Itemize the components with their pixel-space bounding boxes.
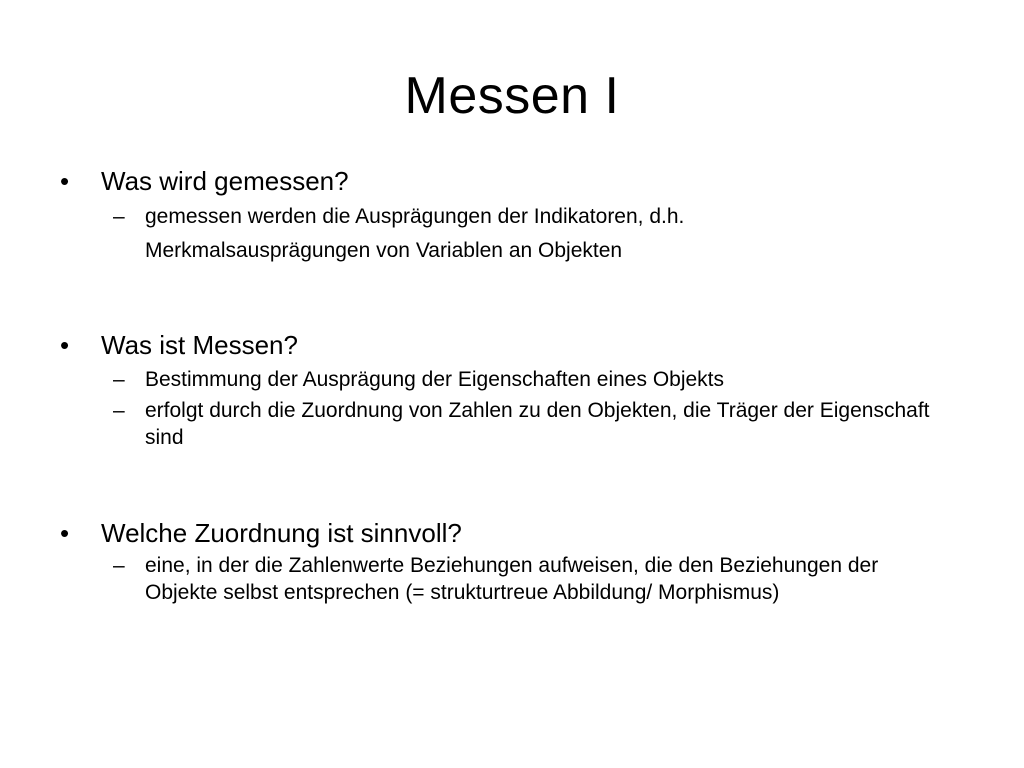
bullet-section-2 [60, 328, 960, 451]
sub-bullet [101, 364, 960, 395]
bullet-dot-icon: • [60, 166, 70, 196]
bullet-section-3 [60, 516, 960, 606]
sub-bullet-text: Bestimmung der Ausprägung der Eigenschaften eines Objekts [145, 368, 725, 391]
sub-bullet [101, 552, 885, 606]
sub-bullet [101, 200, 865, 268]
bullet-heading-text: Was wird gemessen? [101, 166, 349, 196]
sub-bullet [101, 397, 945, 451]
bullet-heading-text: Was ist Messen? [101, 330, 298, 360]
bullet-dot-icon: • [60, 518, 70, 548]
sub-bullet-text: gemessen werden die Ausprägungen der Indikatoren, d.h. Merkmalsausprägungen von Variablen an Objekten [145, 205, 685, 262]
bullet-section-1 [60, 164, 960, 268]
dash-icon: – [113, 368, 125, 391]
bullet-dot-icon: • [60, 330, 70, 360]
bullet-heading [60, 164, 960, 198]
dash-icon: – [113, 205, 125, 228]
dash-icon: – [113, 399, 125, 422]
sub-bullet-text: erfolgt durch die Zuordnung von Zahlen zu den Objekten, die Träger der Eigenschaft sind [145, 399, 930, 449]
dash-icon: – [113, 554, 125, 577]
sub-bullet-text: eine, in der die Zahlenwerte Beziehungen aufweisen, die den Beziehungen der Objekte selbst entsprechen (= strukturtreue Abbildung/ Morphismus) [145, 554, 879, 604]
bullet-heading [60, 328, 960, 362]
bullet-heading-text: Welche Zuordnung ist sinnvoll? [101, 518, 462, 548]
slide-title: Messen I [404, 67, 620, 125]
bullet-heading [60, 516, 960, 550]
